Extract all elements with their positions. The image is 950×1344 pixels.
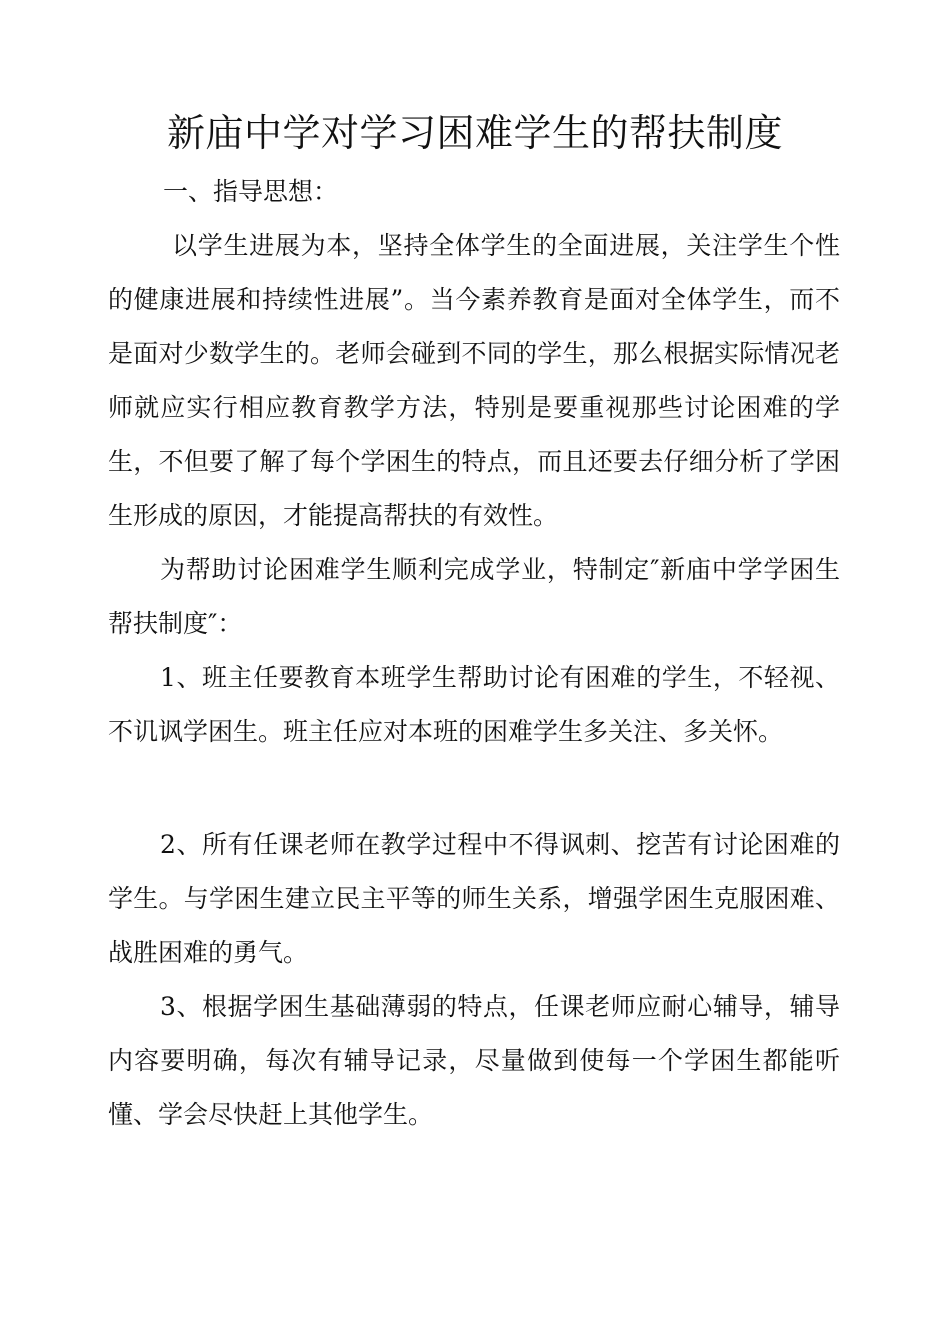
document-title: 新庙中学对学习困难学生的帮扶制度 [166,111,783,155]
paragraph-rule-3: 3、根据学困生基础薄弱的特点，任课老师应耐心辅导，辅导内容要明确，每次有辅导记录，尽量做到使每一个学困生都能听懂、学会尽快赶上其他学生。 [108,992,840,1129]
paragraph-guiding-thought: 以学生进展为本，坚持全体学生的全面进展，关注学生个性的健康进展和持续性进展”。当今素养教育是面对全体学生，而不是面对少数学生的。老师会碰到不同的学生，那么根据实际情况老师就应实行相应教育教学方法，特别是要重视那些讨论困难的学生，不但要了解了每个学困生的特点，而且还要去仔细分析了学困生形成的原因，才能提高帮扶的有效性。 [108,231,840,530]
paragraph-purpose: 为帮助讨论困难学生顺利完成学业，特制定″新庙中学学困生帮扶制度″： [108,555,840,638]
paragraph-rule-1: 1、班主任要教育本班学生帮助讨论有困难的学生，不轻视、不讥讽学困生。班主任应对本班的困难学生多关注、多关怀。 [108,663,840,746]
section-heading: 一、指导思想： [163,177,339,206]
paragraph-rule-2: 2、所有任课老师在教学过程中不得讽刺、挖苦有讨论困难的学生。与学困生建立民主平等的师生关系，增强学困生克服困难、战胜困难的勇气。 [108,830,840,967]
